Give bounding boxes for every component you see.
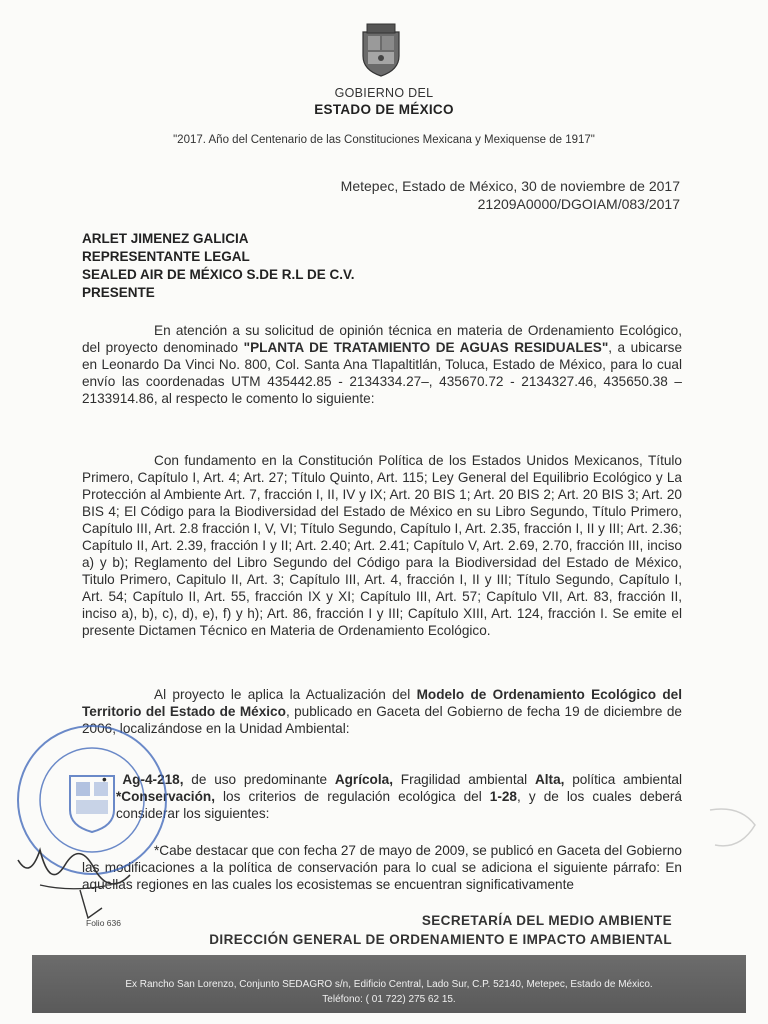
addressee-company: SEALED AIR DE MÉXICO S.DE R.L DE C.V. (82, 267, 355, 282)
paragraph-request-text-2: , a ubicarse en Leonardo Da Vinci No. 800, Col. Santa Ana Tlapaltitlán, Toluca, Estado de México, para lo cual envío las coordenadas UTM 435442.85 - 2134334.27–, 435670.72 - 2134327.46, 435650.38 – 2133914.86, al respecto le comento lo siguiente: (82, 340, 683, 406)
bullet-text-3: política ambiental (564, 772, 682, 787)
place-and-date: Metepec, Estado de México, 30 de noviembre de 2017 (340, 178, 680, 194)
model-name: Modelo de Ordenamiento Ecológico del Territorio del Estado de México (82, 687, 683, 719)
environmental-unit-bullet (82, 771, 682, 822)
legal-basis-text: Con fundamento en la Constitución Política de los Estados Unidos Mexicanos, Título Primero, Capítulo I, Art. 4; Art. 27; Título Quinto, Art. 115; Ley General del Equilibrio Ecológico y La Protección al Ambiente Art. 7, fracción I, II, IV y IX; Art. 20 BIS 1; Art. 20 BIS 2; Art. 20 BIS 3; Art. 20 BIS 4; El Código para la Biodiversidad del Estado de México en su Libro Segundo, Título Primero, Capítulo III, Art. 2.8 fracción I, V, VI; Título Segundo, Capítulo I, Art. 2.35, fracción I, II y III; Art. 2.36; Capítulo II, Art. 2.39, fracción I y II; Art. 2.40; Art. 2.41; Capítulo V, Art. 2.69, 2.70, fracción III, inciso a) y b); Reglamento del Libro Segundo del Código para la Biodiversidad del Estado de México, Titulo Primero, Capitulo II, Art. 3; Capítulo III, Art. 4, fracción I, II y III; Título Segundo, Capítulo I, Art. 54; Capítulo II, Art. 55, fracción IX y XI; Capítulo III, Art. 57; Capítulo VII, Art. 83, fracción II, inciso a), b), c), d), e), f) y h); Art. 86, fracción I y III; Capítulo XIII, Art. 124, fracción I. Se emite el presente Dictamen Técnico en Materia de Ordenamiento Ecológico. (82, 453, 682, 638)
paragraph-request (82, 322, 682, 407)
directorate-name: DIRECCIÓN GENERAL DE ORDENAMIENTO E IMPACTO AMBIENTAL (209, 932, 672, 947)
official-motto: "2017. Año del Centenario de las Constituciones Mexicana y Mexiquense de 1917" (173, 134, 595, 146)
paragraph-model (82, 686, 682, 737)
bullet-text-4: los criterios de regulación ecológica del (214, 789, 490, 804)
addressee-block (82, 230, 355, 302)
reference-number: 21209A0000/DGOIAM/083/2017 (477, 196, 680, 212)
addressee-role: REPRESENTANTE LEGAL (82, 249, 250, 264)
government-name-line1: GOBIERNO DEL (334, 86, 434, 100)
secretariat-name: SECRETARÍA DEL MEDIO AMBIENTE (421, 913, 672, 928)
bullet-text-2: Fragilidad ambiental (392, 772, 535, 787)
paragraph-model-text-2: , publicado en Gaceta del Gobierno de fecha 19 de diciembre de 2006, localizándose en la Unidad Ambiental: (82, 704, 682, 736)
policy-value: *Conservación, (116, 789, 215, 804)
note-text: *Cabe destacar que con fecha 27 de mayo de 2009, se publicó en Gaceta del Gobierno las modificaciones a la política de conservación para lo cual se adiciona el siguiente párrafo: En aquellas regiones en las cuales los ecosistemas se encuentran significativamente (82, 843, 682, 892)
paragraph-note (82, 842, 682, 893)
paragraph-model-text-1: Al proyecto le aplica la Actualización del (154, 687, 417, 702)
unit-code: Ag-4-218, (122, 772, 184, 787)
handwritten-signature (10, 830, 160, 930)
paragraph-legal-basis (82, 452, 682, 639)
footer-address: Ex Rancho San Lorenzo, Conjunto SEDAGRO s/n, Edificio Central, Lado Sur, C.P. 52140, Metepec, Estado de México. (125, 979, 653, 990)
list-item: • Ag-4-218, de uso predominante Agrícola, Fragilidad ambiental Alta, política ambiental *Conservación, los criterios de regulación ecológica del 1-28, y de los cuales deberá considerar los siguientes: (102, 772, 682, 821)
footer-phone: Teléfono: ( 01 722) 275 62 15. (322, 994, 456, 1005)
coat-of-arms-logo (355, 22, 407, 78)
criteria-range: 1-28 (489, 789, 517, 804)
partial-stamp-mark (700, 800, 760, 860)
government-name-line2: ESTADO DE MÉXICO (314, 102, 454, 117)
paragraph-request-text-1: En atención a su solicitud de opinión técnica en materia de Ordenamiento Ecológico, del proyecto denominado (82, 323, 682, 355)
footer-bar (32, 955, 746, 1013)
folio-number: Folio 636 (86, 918, 121, 928)
bullet-text-1: de uso predominante (183, 772, 335, 787)
project-name: "PLANTA DE TRATAMIENTO DE AGUAS RESIDUALES" (243, 340, 609, 355)
bullet-text-5: , y de los cuales deberá considerar los siguientes: (116, 789, 682, 821)
addressee-name: ARLET JIMENEZ GALICIA (82, 231, 249, 246)
predominant-use: Agrícola, (334, 772, 393, 787)
fragility-value: Alta, (534, 772, 565, 787)
addressee-greeting: PRESENTE (82, 285, 155, 300)
